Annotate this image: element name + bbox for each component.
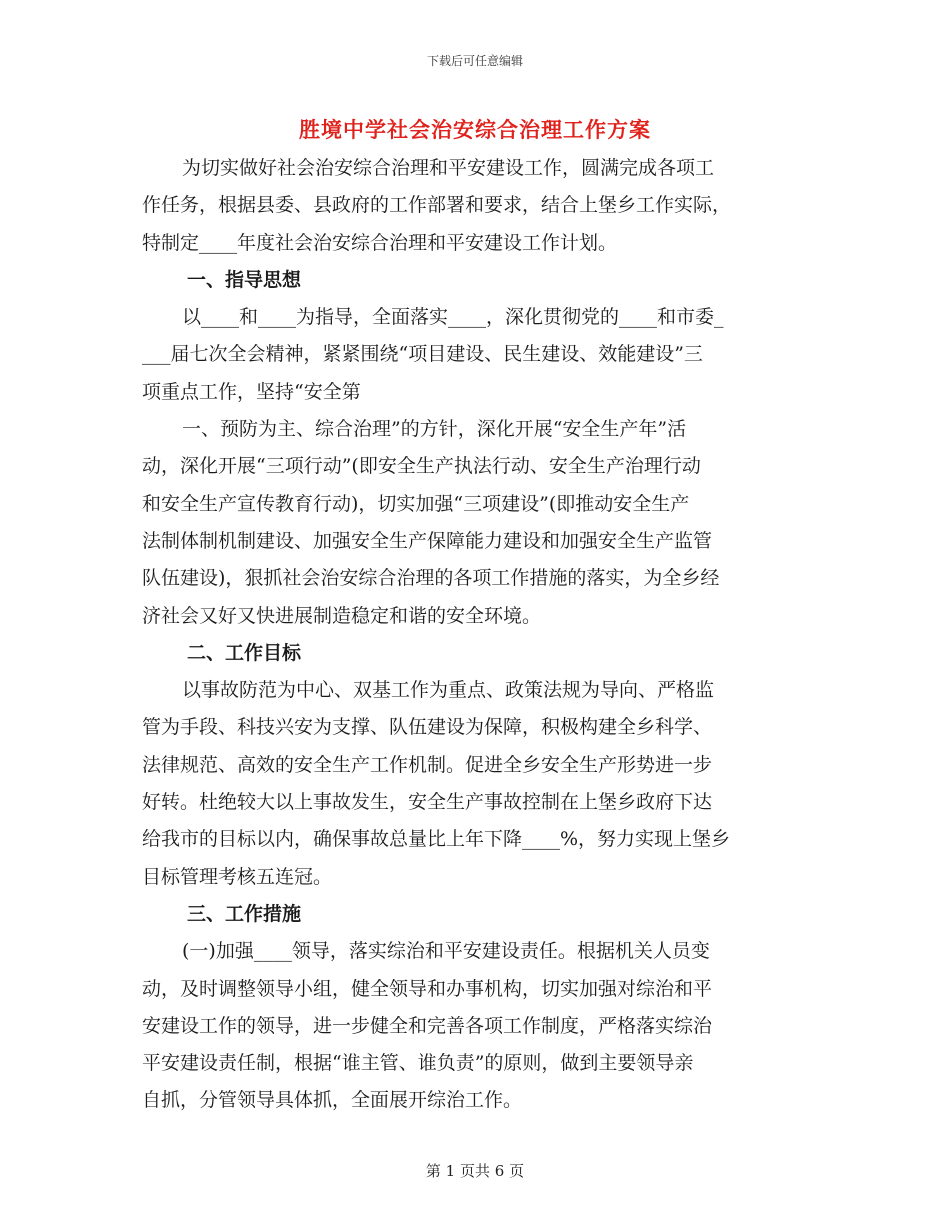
paragraph-line: 特制定____年度社会治安综合治理和平安建设工作计划。 xyxy=(142,231,618,254)
section-heading xyxy=(142,896,810,933)
paragraph-line: 作任务，根据县委、县政府的工作部署和要求，结合上堡乡工作实际， xyxy=(142,194,732,217)
paragraph-line: (一)加强____领导，落实综治和平安建设责任。根据机关人员变 xyxy=(182,940,710,963)
section-heading xyxy=(142,262,810,299)
paragraph-line: 给我市的目标以内，确保事故总量比上年下降____%，努力实现上堡乡 xyxy=(142,828,731,851)
paragraph-line: 平安建设责任制，根据“谁主管、谁负责”的原则，做到主要领导亲 xyxy=(142,1052,694,1075)
paragraph-line: 动，及时调整领导小组，健全领导和办事机构，切实加强对综治和平 xyxy=(142,977,713,1000)
paragraph-line: 目标管理考核五连冠。 xyxy=(142,865,333,888)
paragraph-line: 管为手段、科技兴安为支撑、队伍建设为保障，积极构建全乡科学、 xyxy=(142,716,713,739)
paragraph-line: 动，深化开展“三项行动”(即安全生产执法行动、安全生产治理行动 xyxy=(142,455,701,478)
paragraph-line: 为切实做好社会治安综合治理和平安建设工作，圆满完成各项工 xyxy=(182,157,715,179)
paragraph-line: 济社会又好又快进展制造稳定和谐的安全环境。 xyxy=(142,604,542,627)
paragraph-line: 队伍建设)，狠抓社会治安综合治理的各项工作措施的落实，为全乡经 xyxy=(142,567,720,590)
section-heading xyxy=(142,635,810,672)
paragraph-line: 安建设工作的领导，进一步健全和完善各项工作制度，严格落实综治 xyxy=(142,1014,713,1037)
document-body xyxy=(142,150,810,1120)
paragraph xyxy=(142,933,810,1119)
paragraph xyxy=(142,672,810,896)
heading-text: 二、工作目标 xyxy=(187,641,302,664)
paragraph-line: 和安全生产宣传教育行动)，切实加强“三项建设”(即推动安全生产 xyxy=(142,492,690,515)
page-header-note: 下载后可任意编辑 xyxy=(426,54,523,68)
paragraph xyxy=(142,411,810,635)
document-title: 胜境中学社会治安综合治理工作方案 xyxy=(299,118,651,142)
heading-text: 三、工作措施 xyxy=(187,902,302,925)
heading-text: 一、指导思想 xyxy=(187,268,302,291)
paragraph-line: 法律规范、高效的安全生产工作机制。促进全乡安全生产形势进一步 xyxy=(142,753,713,776)
paragraph-line: 以____和____为指导，全面落实____，深化贯彻党的____和市委_ xyxy=(182,306,724,329)
paragraph-line: ___届七次全会精神，紧紧围绕“项目建设、民生建设、效能建设”三 xyxy=(142,343,703,366)
paragraph-line: 法制体制机制建设、加强安全生产保障能力建设和加强安全生产监管 xyxy=(142,529,713,552)
paragraph-line: 以事故防范为中心、双基工作为重点、政策法规为导向、严格监 xyxy=(182,679,715,702)
paragraph xyxy=(142,299,810,411)
paragraph-line: 好转。杜绝较大以上事故发生，安全生产事故控制在上堡乡政府下达 xyxy=(142,791,713,814)
page-number-footer: 第 1 页共 6 页 xyxy=(425,1162,525,1180)
paragraph-line: 一、预防为主、综合治理”的方针，深化开展“安全生产年”活 xyxy=(182,418,687,441)
paragraph-line: 项重点工作，坚持“安全第 xyxy=(142,380,361,403)
paragraph-line: 自抓，分管领导具体抓，全面展开综治工作。 xyxy=(142,1089,523,1112)
paragraph xyxy=(142,150,810,262)
